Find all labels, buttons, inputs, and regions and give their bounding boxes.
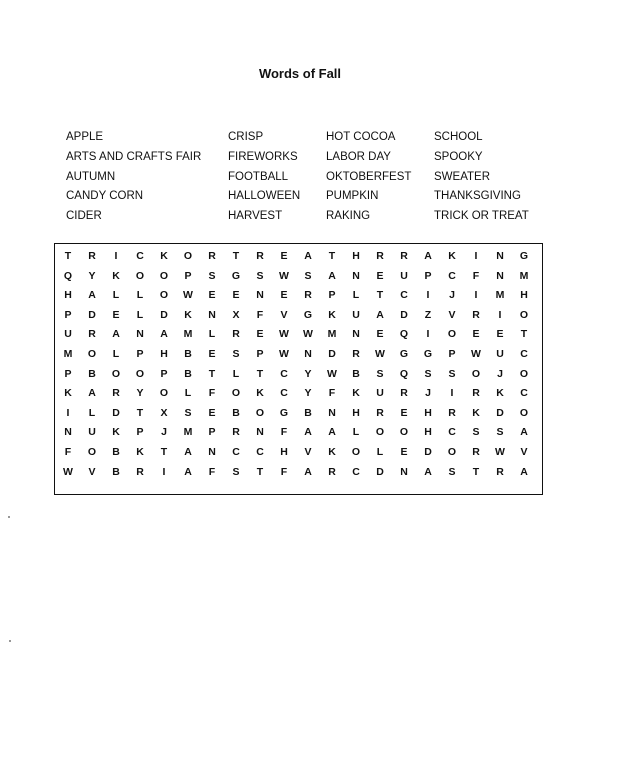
grid-letter: G xyxy=(231,269,241,282)
grid-letter: T xyxy=(160,446,168,458)
grid-letter: T xyxy=(520,328,528,341)
grid-letter: J xyxy=(425,387,431,400)
grid-letter: C xyxy=(232,446,240,458)
grid-letter: X xyxy=(232,308,240,321)
grid-letter: A xyxy=(328,426,336,439)
word-column xyxy=(66,128,201,227)
grid-letter: L xyxy=(352,289,360,302)
grid-letter: N xyxy=(496,250,504,262)
grid-letter: T xyxy=(328,250,336,262)
grid-letter: B xyxy=(184,348,192,360)
grid-letter: O xyxy=(135,269,145,282)
grid-letter: A xyxy=(88,289,96,302)
grid-letter: K xyxy=(352,387,360,400)
grid-letter: R xyxy=(400,387,408,400)
grid-letter: L xyxy=(208,328,216,341)
grid-letter: E xyxy=(400,406,408,419)
grid-letter: S xyxy=(376,367,384,380)
grid-row xyxy=(55,345,542,365)
grid-letter: V xyxy=(448,308,456,321)
grid-letter: C xyxy=(520,387,528,400)
grid-letter: P xyxy=(136,426,144,439)
grid-row xyxy=(55,463,542,483)
grid-letter: A xyxy=(424,465,432,478)
grid-letter: A xyxy=(304,426,312,439)
grid-letter: E xyxy=(280,289,288,302)
grid-letter: E xyxy=(400,446,408,458)
grid-letter: E xyxy=(208,289,216,302)
grid-letter: O xyxy=(447,446,457,458)
grid-letter: U xyxy=(400,269,408,282)
grid-letter: P xyxy=(424,269,432,282)
grid-letter: P xyxy=(64,308,72,321)
grid-letter: O xyxy=(183,250,193,262)
grid-letter: I xyxy=(474,250,478,262)
grid-letter: E xyxy=(496,328,504,341)
grid-letter: K xyxy=(136,446,144,458)
word-item: CANDY CORN xyxy=(66,190,144,203)
grid-letter: A xyxy=(112,328,120,341)
grid-row xyxy=(55,423,542,443)
grid-letter: R xyxy=(112,387,120,400)
grid-letter: R xyxy=(328,465,336,478)
grid-row xyxy=(55,443,542,463)
grid-letter: M xyxy=(327,328,337,341)
grid-letter: N xyxy=(328,406,336,419)
grid-letter: T xyxy=(256,367,264,380)
grid-letter: F xyxy=(280,465,288,478)
grid-letter: S xyxy=(304,269,312,282)
grid-letter: N xyxy=(64,426,72,439)
grid-letter: I xyxy=(450,387,454,400)
grid-letter: O xyxy=(375,426,385,439)
grid-letter: K xyxy=(64,387,72,400)
grid-letter: A xyxy=(424,250,432,262)
word-item: HALLOWEEN xyxy=(228,190,301,203)
grid-letter: A xyxy=(184,465,192,478)
grid-letter: A xyxy=(304,250,312,262)
grid-letter: P xyxy=(160,367,168,380)
grid-letter: A xyxy=(376,308,384,321)
grid-letter: K xyxy=(160,250,168,262)
grid-letter: B xyxy=(88,367,96,380)
grid-letter: N xyxy=(352,328,360,341)
grid-letter: F xyxy=(280,426,288,439)
grid-letter: K xyxy=(112,269,120,282)
grid-letter: I xyxy=(66,406,70,419)
grid-row xyxy=(55,365,542,385)
grid-letter: R xyxy=(496,465,504,478)
grid-letter: M xyxy=(63,348,73,360)
grid-letter: O xyxy=(135,367,145,380)
word-item: SWEATER xyxy=(434,170,491,183)
grid-letter: P xyxy=(328,289,336,302)
grid-letter: N xyxy=(256,289,264,302)
grid-letter: O xyxy=(159,387,169,400)
grid-letter: S xyxy=(448,465,456,478)
grid-letter: N xyxy=(304,348,312,360)
grid-letter: K xyxy=(256,387,264,400)
grid-letter: L xyxy=(88,406,96,419)
grid-letter: B xyxy=(184,367,192,380)
grid-letter: R xyxy=(88,328,96,341)
grid-letter: R xyxy=(376,250,384,262)
grid-letter: C xyxy=(448,426,456,439)
grid-letter: E xyxy=(256,328,264,341)
grid-letter: D xyxy=(160,308,168,321)
grid-letter: D xyxy=(376,465,384,478)
grid-row xyxy=(55,247,542,267)
grid-letter: K xyxy=(328,446,336,458)
grid-letter: R xyxy=(256,250,264,262)
grid-letter: F xyxy=(208,387,216,400)
grid-letter: A xyxy=(184,446,192,458)
grid-letter: H xyxy=(280,446,288,458)
grid-letter: R xyxy=(304,289,312,302)
grid-letter: M xyxy=(183,426,193,439)
grid-letter: L xyxy=(184,387,192,400)
word-column xyxy=(434,128,529,227)
grid-letter: O xyxy=(447,328,457,341)
word-item: LABOR DAY xyxy=(326,150,391,163)
grid-letter: F xyxy=(472,269,480,282)
grid-letter: O xyxy=(351,446,361,458)
grid-letter: T xyxy=(232,250,240,262)
word-item: OKTOBERFEST xyxy=(326,170,412,183)
grid-letter: G xyxy=(399,348,409,360)
grid-letter: S xyxy=(208,269,216,282)
grid-letter: K xyxy=(472,406,480,419)
grid-letter: N xyxy=(400,465,408,478)
grid-letter: H xyxy=(424,426,432,439)
grid-letter: P xyxy=(256,348,264,360)
grid-letter: E xyxy=(376,269,384,282)
grid-letter: Y xyxy=(304,387,312,400)
grid-letter: R xyxy=(352,348,360,360)
grid-letter: S xyxy=(472,426,480,439)
grid-letter: R xyxy=(208,250,216,262)
grid-letter: H xyxy=(64,289,72,302)
grid-letter: M xyxy=(495,289,505,302)
grid-letter: P xyxy=(208,426,216,439)
grid-letter: A xyxy=(520,426,528,439)
grid-letter: O xyxy=(519,406,529,419)
word-item: SPOOKY xyxy=(434,150,483,163)
grid-letter: R xyxy=(472,387,480,400)
grid-letter: O xyxy=(159,269,169,282)
grid-letter: T xyxy=(64,250,72,262)
grid-letter: E xyxy=(208,348,216,360)
grid-letter: A xyxy=(304,465,312,478)
grid-letter: P xyxy=(184,269,192,282)
grid-letter: Y xyxy=(304,367,312,380)
grid-letter: Z xyxy=(424,308,432,321)
grid-letter: J xyxy=(161,426,167,439)
grid-letter: C xyxy=(280,387,288,400)
grid-letter: C xyxy=(256,446,264,458)
grid-letter: R xyxy=(232,426,240,439)
grid-letter: K xyxy=(496,387,504,400)
grid-letter: E xyxy=(112,308,120,321)
grid-letter: C xyxy=(520,348,528,360)
grid-letter: O xyxy=(87,446,97,458)
grid-letter: P xyxy=(448,348,456,360)
grid-letter: W xyxy=(375,348,385,360)
grid-letter: I xyxy=(426,328,430,341)
grid-letter: C xyxy=(280,367,288,380)
grid-row xyxy=(55,404,542,424)
grid-letter: F xyxy=(328,387,336,400)
grid-letter: B xyxy=(112,465,120,478)
grid-letter: F xyxy=(256,308,264,321)
grid-row xyxy=(55,306,542,326)
grid-letter: O xyxy=(399,426,409,439)
word-item: HOT COCOA xyxy=(326,131,396,143)
word-column xyxy=(326,128,411,227)
grid-letter: N xyxy=(136,328,144,341)
grid-letter: G xyxy=(279,406,289,419)
grid-letter: C xyxy=(448,269,456,282)
grid-letter: Q xyxy=(399,328,409,341)
grid-letter: I xyxy=(114,250,118,262)
grid-letter: R xyxy=(232,328,240,341)
grid-letter: R xyxy=(448,406,456,419)
grid-letter: A xyxy=(520,465,528,478)
grid-letter: S xyxy=(424,367,432,380)
grid-letter: W xyxy=(279,348,289,360)
grid-letter: Q xyxy=(399,367,409,380)
grid-letter: N xyxy=(208,446,216,458)
word-item: AUTUMN xyxy=(66,170,116,183)
grid-letter: P xyxy=(136,348,144,360)
grid-letter: T xyxy=(136,406,144,419)
grid-letter: I xyxy=(498,308,502,321)
grid-letter: H xyxy=(520,289,528,302)
grid-letter: S xyxy=(448,367,456,380)
grid-letter: W xyxy=(279,328,289,341)
grid-letter: W xyxy=(303,328,313,341)
scan-speck xyxy=(9,640,11,642)
grid-letter: T xyxy=(472,465,480,478)
word-item: TRICK OR TREAT xyxy=(434,210,529,223)
grid-letter: E xyxy=(472,328,480,341)
grid-letter: F xyxy=(208,465,216,478)
scan-speck xyxy=(8,516,10,518)
grid-letter: D xyxy=(496,406,504,419)
grid-letter: E xyxy=(376,328,384,341)
grid-letter: D xyxy=(400,308,408,321)
grid-letter: R xyxy=(88,250,96,262)
grid-letter: C xyxy=(136,250,144,262)
grid-letter: E xyxy=(208,406,216,419)
grid-letter: B xyxy=(304,406,312,419)
word-search-grid xyxy=(54,243,543,495)
grid-letter: U xyxy=(88,426,96,439)
grid-letter: S xyxy=(256,269,264,282)
grid-letter: Q xyxy=(63,269,73,282)
grid-letter: N xyxy=(208,308,216,321)
word-item: THANKSGIVING xyxy=(434,190,521,203)
grid-letter: B xyxy=(352,367,360,380)
grid-letter: A xyxy=(160,328,168,341)
grid-letter: O xyxy=(471,367,481,380)
grid-letter: N xyxy=(256,426,264,439)
grid-letter: O xyxy=(519,308,529,321)
grid-letter: E xyxy=(280,250,288,262)
grid-letter: G xyxy=(423,348,433,360)
grid-letter: K xyxy=(112,426,120,439)
grid-row xyxy=(55,267,542,287)
grid-letter: S xyxy=(232,348,240,360)
grid-letter: T xyxy=(376,289,384,302)
grid-letter: M xyxy=(183,328,193,341)
word-item: CRISP xyxy=(228,131,264,143)
grid-letter: D xyxy=(88,308,96,321)
grid-letter: N xyxy=(496,269,504,282)
grid-letter: S xyxy=(184,406,192,419)
grid-letter: O xyxy=(519,367,529,380)
grid-letter: U xyxy=(352,308,360,321)
grid-letter: W xyxy=(63,465,73,478)
grid-letter: R xyxy=(376,406,384,419)
word-item: FOOTBALL xyxy=(228,170,289,183)
grid-letter: W xyxy=(279,269,289,282)
grid-letter: O xyxy=(111,367,121,380)
grid-letter: I xyxy=(426,289,430,302)
grid-letter: O xyxy=(87,348,97,360)
grid-letter: K xyxy=(184,308,192,321)
grid-letter: A xyxy=(328,269,336,282)
grid-letter: W xyxy=(471,348,481,360)
word-list xyxy=(66,128,586,228)
grid-letter: U xyxy=(376,387,384,400)
grid-letter: P xyxy=(64,367,72,380)
grid-letter: L xyxy=(136,289,144,302)
grid-letter: T xyxy=(256,465,264,478)
grid-letter: H xyxy=(160,348,168,360)
grid-letter: R xyxy=(136,465,144,478)
grid-letter: O xyxy=(255,406,265,419)
grid-letter: E xyxy=(232,289,240,302)
grid-letter: U xyxy=(496,348,504,360)
grid-letter: G xyxy=(519,250,529,262)
grid-letter: C xyxy=(352,465,360,478)
grid-letter: L xyxy=(376,446,384,458)
grid-letter: W xyxy=(183,289,193,302)
grid-letter: S xyxy=(496,426,504,439)
grid-letter: D xyxy=(112,406,120,419)
grid-letter: K xyxy=(328,308,336,321)
grid-letter: K xyxy=(448,250,456,262)
grid-letter: G xyxy=(303,308,313,321)
grid-letter: N xyxy=(352,269,360,282)
word-item: SCHOOL xyxy=(434,131,483,143)
grid-letter: R xyxy=(400,250,408,262)
grid-letter: V xyxy=(88,465,96,478)
grid-letter: S xyxy=(232,465,240,478)
grid-letter: J xyxy=(497,367,503,380)
grid-letter: W xyxy=(495,446,505,458)
grid-letter: T xyxy=(208,367,216,380)
grid-letter: R xyxy=(472,446,480,458)
grid-letter: M xyxy=(519,269,529,282)
grid-letter: V xyxy=(304,446,312,458)
grid-letter: O xyxy=(159,289,169,302)
grid-letter: H xyxy=(424,406,432,419)
word-item: CIDER xyxy=(66,210,102,223)
grid-letter: I xyxy=(162,465,166,478)
grid-letter: U xyxy=(64,328,72,341)
grid-letter: V xyxy=(280,308,288,321)
grid-letter: L xyxy=(232,367,240,380)
grid-letter: R xyxy=(472,308,480,321)
grid-letter: L xyxy=(112,289,120,302)
page-title: Words of Fall xyxy=(258,66,342,81)
grid-letter: H xyxy=(352,406,360,419)
word-item: ARTS AND CRAFTS FAIR xyxy=(66,150,202,163)
grid-letter: L xyxy=(112,348,120,360)
grid-letter: O xyxy=(231,387,241,400)
grid-letter: B xyxy=(112,446,120,458)
grid-letter: V xyxy=(520,446,528,458)
grid-letter: L xyxy=(136,308,144,321)
grid-letter: A xyxy=(88,387,96,400)
grid-letter: D xyxy=(328,348,336,360)
grid-letter: B xyxy=(232,406,240,419)
grid-row xyxy=(55,286,542,306)
word-item: FIREWORKS xyxy=(228,150,298,163)
grid-letter: J xyxy=(449,289,455,302)
word-item: APPLE xyxy=(66,131,104,143)
grid-letter: Y xyxy=(88,269,96,282)
grid-letter: X xyxy=(160,406,168,419)
word-item: PUMPKIN xyxy=(326,190,379,203)
word-item: HARVEST xyxy=(228,210,283,223)
grid-letter: D xyxy=(424,446,432,458)
word-column xyxy=(228,128,300,227)
grid-letter: W xyxy=(327,367,337,380)
grid-letter: I xyxy=(474,289,478,302)
grid-letter: C xyxy=(400,289,408,302)
grid-row xyxy=(55,325,542,345)
grid-letter: Y xyxy=(136,387,144,400)
grid-letter: F xyxy=(64,446,72,458)
grid-row xyxy=(55,384,542,404)
word-item: RAKING xyxy=(326,210,371,223)
grid-letter: L xyxy=(352,426,360,439)
grid-letter: H xyxy=(352,250,360,262)
